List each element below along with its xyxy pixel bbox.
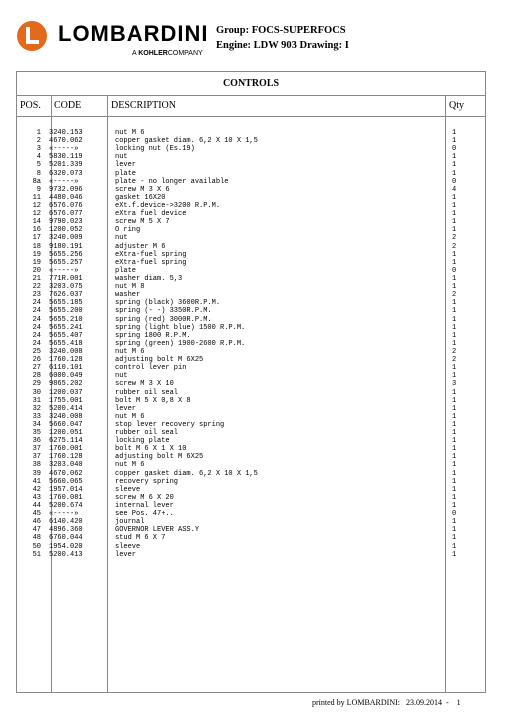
row-description: washer diam. 5,3: [115, 274, 183, 283]
table-row: [17, 186, 485, 194]
row-description: spring (black) 3600R.P.M.: [115, 299, 221, 308]
row-code: 3203.040: [49, 461, 83, 470]
row-pos: 23: [32, 291, 41, 300]
row-code: 5655.200: [49, 307, 83, 316]
row-pos: 21: [32, 274, 41, 283]
row-code: 5660.047: [49, 420, 83, 429]
row-pos: 11: [32, 193, 41, 202]
row-code: 5655.257: [49, 258, 83, 267]
table-row: [17, 226, 485, 234]
row-pos: 12: [32, 210, 41, 219]
row-pos: 24: [32, 339, 41, 348]
table-row: [17, 137, 485, 145]
row-code: 3240.008: [49, 412, 83, 421]
row-code: 1760.001: [49, 445, 83, 454]
row-description: rubber oil seal: [115, 429, 179, 438]
row-qty: 0: [452, 145, 457, 154]
row-qty: 1: [452, 404, 457, 413]
row-description: sleeve: [115, 542, 141, 551]
table-row: [17, 478, 485, 486]
row-qty: 1: [452, 201, 457, 210]
row-qty: 1: [452, 364, 457, 373]
row-code: 4670.062: [49, 137, 83, 146]
row-code: «-----»: [49, 177, 79, 186]
divider: [17, 116, 485, 117]
row-code: 4480.046: [49, 193, 83, 202]
table-row: [17, 421, 485, 429]
row-code: 5655.185: [49, 299, 83, 308]
row-description: copper gasket diam. 6,2 X 10 X 1,5: [115, 137, 258, 146]
table-row: [17, 194, 485, 202]
row-code: 5655.241: [49, 323, 83, 332]
row-qty: 1: [452, 477, 457, 486]
table-row: [17, 259, 485, 267]
row-pos: 16: [32, 226, 41, 235]
row-qty: 1: [452, 210, 457, 219]
row-qty: 1: [452, 493, 457, 502]
row-qty: 1: [452, 169, 457, 178]
row-qty: 1: [452, 137, 457, 146]
divider: [17, 95, 485, 96]
row-code: 6275.114: [49, 437, 83, 446]
row-code: 3240.008: [49, 347, 83, 356]
row-description: see Pos. 47+..: [115, 510, 174, 519]
table-row: [17, 316, 485, 324]
table-row: [17, 202, 485, 210]
row-qty: 1: [452, 129, 457, 137]
row-description: internal lever: [115, 502, 174, 511]
table-row: [17, 283, 485, 291]
row-qty: 1: [452, 445, 457, 454]
logo-subline: A KOHLERCOMPANY: [132, 50, 203, 57]
row-description: bolt M 6 X 1 X 10: [115, 445, 187, 454]
row-description: adjusting bolt M 6X25: [115, 356, 204, 365]
row-qty: 1: [452, 396, 457, 405]
row-qty: 1: [452, 526, 457, 535]
table-row: [17, 291, 485, 299]
row-code: 5655.418: [49, 339, 83, 348]
row-code: «-----»: [49, 266, 79, 275]
table-row: [17, 389, 485, 397]
row-description: stud M 6 X 7: [115, 534, 166, 543]
row-qty: 1: [452, 518, 457, 527]
table-row: [17, 153, 485, 161]
row-code: 5655.407: [49, 331, 83, 340]
row-code: 3203.075: [49, 283, 83, 292]
row-qty: 1: [452, 339, 457, 348]
row-description: sleeve: [115, 485, 141, 494]
row-pos: 32: [32, 404, 41, 413]
row-code: 9790.023: [49, 218, 83, 227]
row-pos: 24: [32, 307, 41, 316]
row-pos: 24: [32, 323, 41, 332]
row-code: 6000.049: [49, 372, 83, 381]
row-qty: 1: [452, 299, 457, 308]
row-pos: 9: [36, 185, 41, 194]
row-description: bolt M 5 X 0,8 X 8: [115, 396, 191, 405]
row-pos: 41: [32, 477, 41, 486]
row-description: rubber oil seal: [115, 388, 179, 397]
row-description: journal: [115, 518, 145, 527]
row-code: 5655.256: [49, 250, 83, 259]
row-qty: 1: [452, 372, 457, 381]
table-row: [17, 470, 485, 478]
row-code: «-----»: [49, 510, 79, 519]
row-pos: 12: [32, 201, 41, 210]
row-pos: 28: [32, 372, 41, 381]
row-code: 9732.096: [49, 185, 83, 194]
row-pos: 17: [32, 234, 41, 243]
row-description: eXt.f.device->3200 R.P.M.: [115, 201, 221, 210]
table-row: [17, 145, 485, 153]
row-qty: 2: [452, 242, 457, 251]
table-row: [17, 348, 485, 356]
table-row: [17, 234, 485, 242]
row-description: lever: [115, 161, 137, 170]
row-description: control lever pin: [115, 364, 187, 373]
row-description: eXtra-fuel spring: [115, 250, 187, 259]
row-code: 9180.191: [49, 242, 83, 251]
table-row: [17, 218, 485, 226]
row-qty: 1: [452, 534, 457, 543]
row-code: 1957.014: [49, 485, 83, 494]
table-row: [17, 364, 485, 372]
row-pos: 24: [32, 331, 41, 340]
table-row: [17, 518, 485, 526]
column-header-qty: Qty: [449, 100, 464, 111]
row-description: spring (- -) 3350R.P.M.: [115, 307, 212, 316]
row-description: nut M 8: [115, 283, 145, 292]
row-qty: 1: [452, 193, 457, 202]
table-row: [17, 324, 485, 332]
table-row: [17, 510, 485, 518]
row-code: 6576.076: [49, 201, 83, 210]
row-pos: 22: [32, 283, 41, 292]
row-pos: 1: [36, 129, 41, 137]
row-code: 9865.202: [49, 380, 83, 389]
table-title: CONTROLS: [222, 78, 280, 89]
row-qty: 2: [452, 234, 457, 243]
row-code: 4896.360: [49, 526, 83, 535]
row-qty: 1: [452, 485, 457, 494]
row-pos: 44: [32, 502, 41, 511]
row-description: recovery spring: [115, 477, 179, 486]
row-description: locking nut (Es.19): [115, 145, 195, 154]
row-qty: 1: [452, 437, 457, 446]
row-code: 7626.037: [49, 291, 83, 300]
table-row: [17, 307, 485, 315]
row-pos: 24: [32, 315, 41, 324]
row-code: 6110.101: [49, 364, 83, 373]
table-row: [17, 453, 485, 461]
table-row: [17, 372, 485, 380]
row-qty: 1: [452, 258, 457, 267]
row-qty: 2: [452, 347, 457, 356]
row-pos: 38: [32, 461, 41, 470]
table-row: [17, 543, 485, 551]
table-row: [17, 445, 485, 453]
row-description: copper gasket diam. 6,2 X 10 X 1,5: [115, 469, 258, 478]
table-row: [17, 251, 485, 259]
row-pos: 4: [36, 153, 41, 162]
row-pos: 20: [32, 266, 41, 275]
table-row: [17, 170, 485, 178]
row-qty: 1: [452, 250, 457, 259]
row-qty: 3: [452, 380, 457, 389]
row-pos: 19: [32, 250, 41, 259]
engine-drawing-header: Engine: LDW 903 Drawing: I: [216, 40, 349, 51]
table-body: [17, 129, 485, 559]
row-code: 5200.413: [49, 550, 83, 559]
table-row: [17, 299, 485, 307]
row-description: screw M 3 X 6: [115, 185, 170, 194]
row-code: 1954.020: [49, 542, 83, 551]
row-qty: 2: [452, 291, 457, 300]
table-row: [17, 161, 485, 169]
logo-wordmark: LOMBARDINI: [58, 21, 209, 46]
row-qty: 2: [452, 356, 457, 365]
row-description: plate - no longer available: [115, 177, 229, 186]
row-qty: 1: [452, 226, 457, 235]
row-description: stop lever recovery spring: [115, 420, 225, 429]
table-row: [17, 486, 485, 494]
lombardini-logo: [14, 18, 214, 58]
row-pos: 39: [32, 469, 41, 478]
lombardini-emblem-icon: [16, 20, 48, 52]
row-description: screw M 5 X 7: [115, 218, 170, 227]
row-description: screw M 6 X 20: [115, 493, 174, 502]
row-description: spring (green) 1900-2600 R.P.M.: [115, 339, 246, 348]
table-row: [17, 551, 485, 559]
row-pos: 8: [36, 169, 41, 178]
row-code: 5200.674: [49, 502, 83, 511]
row-code: 5655.210: [49, 315, 83, 324]
row-qty: 1: [452, 323, 457, 332]
row-description: plate: [115, 169, 137, 178]
row-description: nut M 6: [115, 412, 145, 421]
row-qty: 0: [452, 177, 457, 186]
row-code: 3240.153: [49, 129, 83, 137]
row-code: 4670.062: [49, 469, 83, 478]
row-pos: 5: [36, 161, 41, 170]
row-description: nut M 6: [115, 129, 145, 137]
row-code: 5830.119: [49, 153, 83, 162]
row-qty: 4: [452, 185, 457, 194]
table-row: [17, 534, 485, 542]
row-qty: 0: [452, 510, 457, 519]
row-code: 1200.052: [49, 226, 83, 235]
row-qty: 1: [452, 315, 457, 324]
row-pos: 45: [32, 510, 41, 519]
row-qty: 1: [452, 429, 457, 438]
row-pos: 47: [32, 526, 41, 535]
row-description: locking plate: [115, 437, 170, 446]
table-row: [17, 210, 485, 218]
row-description: eXtra-fuel spring: [115, 258, 187, 267]
row-description: eXtra fuel device: [115, 210, 187, 219]
row-description: spring (red) 3000R.P.M.: [115, 315, 212, 324]
row-code: 6576.077: [49, 210, 83, 219]
table-row: [17, 526, 485, 534]
row-description: gasket 16X20: [115, 193, 166, 202]
table-row: [17, 502, 485, 510]
column-header-description: DESCRIPTION: [111, 100, 177, 111]
row-description: adjuster M 6: [115, 242, 166, 251]
row-pos: 50: [32, 542, 41, 551]
row-code: 5200.414: [49, 404, 83, 413]
row-pos: 25: [32, 347, 41, 356]
row-qty: 1: [452, 307, 457, 316]
row-qty: 1: [452, 550, 457, 559]
row-pos: 29: [32, 380, 41, 389]
row-qty: 1: [452, 283, 457, 292]
row-qty: 1: [452, 388, 457, 397]
table-row: [17, 397, 485, 405]
row-code: 1755.001: [49, 396, 83, 405]
row-code: 1760.081: [49, 493, 83, 502]
table-row: [17, 461, 485, 469]
row-description: O ring: [115, 226, 141, 235]
row-description: spring 1800 R.P.M.: [115, 331, 191, 340]
row-qty: 1: [452, 542, 457, 551]
row-code: 6320.073: [49, 169, 83, 178]
row-qty: 1: [452, 420, 457, 429]
row-description: screw M 3 X 10: [115, 380, 174, 389]
row-pos: 42: [32, 485, 41, 494]
row-description: lever: [115, 404, 137, 413]
row-code: 1760.128: [49, 453, 83, 462]
row-pos: 31: [32, 396, 41, 405]
row-pos: 27: [32, 364, 41, 373]
row-pos: 26: [32, 356, 41, 365]
table-row: [17, 275, 485, 283]
row-pos: 30: [32, 388, 41, 397]
parts-table: [16, 71, 486, 693]
row-pos: 43: [32, 493, 41, 502]
row-qty: 1: [452, 461, 457, 470]
row-description: plate: [115, 266, 137, 275]
row-qty: 1: [452, 161, 457, 170]
row-qty: 0: [452, 266, 457, 275]
row-description: spring (light blue) 1500 R.P.M.: [115, 323, 246, 332]
row-description: washer: [115, 291, 141, 300]
row-qty: 1: [452, 502, 457, 511]
row-qty: 1: [452, 153, 457, 162]
table-row: [17, 340, 485, 348]
row-pos: 14: [32, 218, 41, 227]
row-description: adjusting bolt M 6X25: [115, 453, 204, 462]
row-pos: 37: [32, 453, 41, 462]
table-row: [17, 178, 485, 186]
row-pos: 48: [32, 534, 41, 543]
table-row: [17, 380, 485, 388]
row-qty: 1: [452, 469, 457, 478]
group-header: Group: FOCS-SUPERFOCS: [216, 25, 346, 36]
table-row: [17, 413, 485, 421]
row-code: 771R.001: [49, 274, 83, 283]
row-pos: 35: [32, 429, 41, 438]
row-qty: 1: [452, 218, 457, 227]
row-qty: 1: [452, 453, 457, 462]
row-pos: 2: [36, 137, 41, 146]
row-pos: 36: [32, 437, 41, 446]
column-header-code: CODE: [54, 100, 82, 111]
row-description: nut M 6: [115, 347, 145, 356]
row-pos: 34: [32, 420, 41, 429]
table-row: [17, 267, 485, 275]
row-pos: 19: [32, 258, 41, 267]
row-description: nut: [115, 234, 128, 243]
table-row: [17, 429, 485, 437]
row-description: lever: [115, 550, 137, 559]
row-code: 6760.044: [49, 534, 83, 543]
row-pos: 24: [32, 299, 41, 308]
row-code: 5660.065: [49, 477, 83, 486]
print-footer: printed by LOMBARDINI: 23.09.2014 - 1: [312, 698, 461, 707]
table-row: [17, 129, 485, 137]
table-row: [17, 243, 485, 251]
row-code: 1200.037: [49, 388, 83, 397]
row-code: 3240.009: [49, 234, 83, 243]
row-code: 6140.420: [49, 518, 83, 527]
row-qty: 1: [452, 412, 457, 421]
row-description: nut: [115, 372, 128, 381]
row-pos: 46: [32, 518, 41, 527]
row-pos: 51: [32, 550, 41, 559]
row-code: 5201.339: [49, 161, 83, 170]
table-row: [17, 437, 485, 445]
row-description: GOVERNOR LEVER ASS.Y: [115, 526, 200, 535]
column-header-pos: POS.: [20, 100, 41, 111]
row-description: nut M 6: [115, 461, 145, 470]
table-row: [17, 405, 485, 413]
table-row: [17, 356, 485, 364]
row-pos: 33: [32, 412, 41, 421]
row-description: nut: [115, 153, 128, 162]
row-code: 1200.051: [49, 429, 83, 438]
row-pos: 8a: [32, 177, 41, 186]
row-code: «-----»: [49, 145, 79, 154]
row-code: 1760.128: [49, 356, 83, 365]
row-pos: 18: [32, 242, 41, 251]
table-row: [17, 494, 485, 502]
row-qty: 1: [452, 331, 457, 340]
row-pos: 37: [32, 445, 41, 454]
row-pos: 3: [36, 145, 41, 154]
row-qty: 1: [452, 274, 457, 283]
table-row: [17, 332, 485, 340]
